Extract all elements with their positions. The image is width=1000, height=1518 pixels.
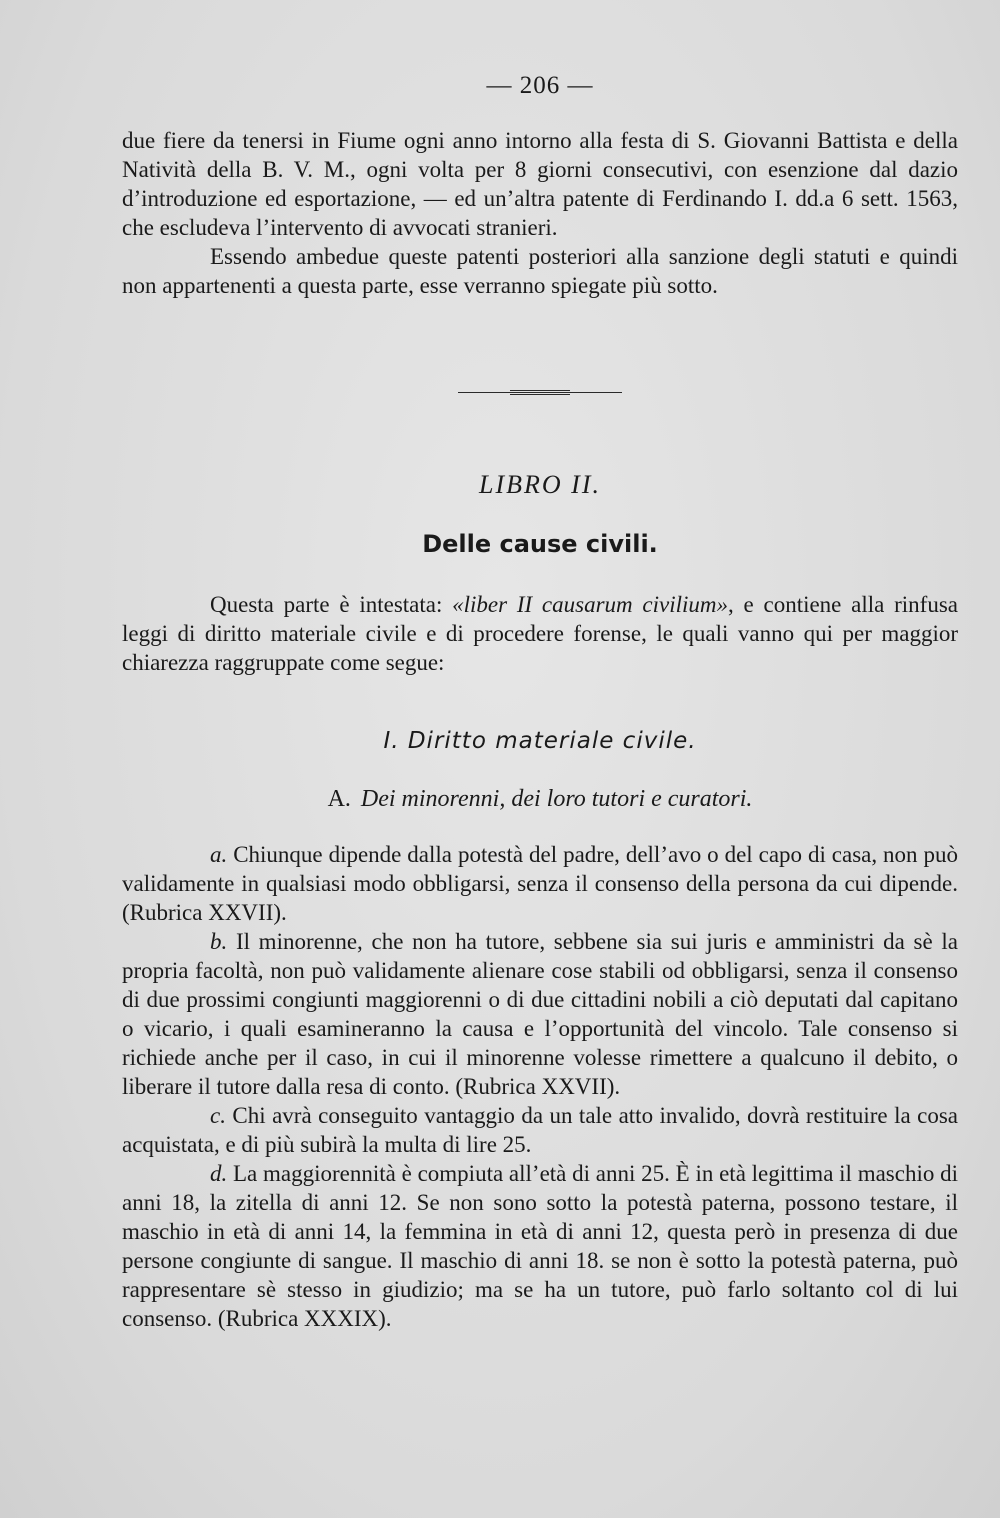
book-intro-after: , e contiene alla rinfusa leggi di diritto materiale civile e di procedere forense, le quali vanno qui per maggior chiarezza raggruppate come segue:	[122, 592, 958, 675]
item-text: Chiunque dipende dalla potestà del padre, dell’avo o del capo di casa, non può validamente in qualsiasi modo obbligarsi, senza il consenso della persona da cui dipende. (Rubrica XXVII).	[122, 842, 958, 925]
item-letter: c.	[210, 1103, 226, 1128]
item-paragraph-c	[122, 1101, 958, 1159]
intro-paragraph-2: Essendo ambedue queste patenti posteriori alla sanzione degli statuti e quindi non appartenenti a questa parte, esse verranno spiegate più sotto.	[122, 244, 958, 298]
part-title: I. Diritto materiale civile.	[383, 728, 697, 754]
item-letter: d.	[210, 1161, 228, 1186]
subsection-letter: A.	[327, 786, 351, 812]
book-intro-block	[122, 590, 958, 677]
item-paragraph-d	[122, 1159, 958, 1333]
book-title: LIBRO II.	[479, 470, 601, 499]
item-paragraph-b	[122, 927, 958, 1101]
book-intro-before: Questa parte è intestata:	[210, 592, 453, 617]
item-text: La maggiorennità è compiuta all’età di anni 25. È in età legittima il maschio di anni 18, la zitella di anni 12. Se non sono sotto la potestà paterna, possono testare, il maschio in età di anni 14, la femmina in età di anni 12, questa però in presenza di due persone congiunte di sangue. Il maschio di anni 18. se non è sotto la potestà paterna, può rappresentare sè stesso in giudizio; ma se ha un tutore, può farlo soltanto col di lui consenso. (Rubrica XXXIX).	[122, 1161, 958, 1331]
book-intro-paragraph	[122, 590, 958, 677]
divider-ornament-bottom	[510, 394, 570, 395]
intro-block	[122, 126, 958, 300]
book-intro-latin: «liber II causarum civilium»	[452, 592, 728, 617]
subsection-name: Dei minorenni, dei loro tutori e curatori.	[360, 786, 753, 812]
section-title: Delle cause civili.	[422, 530, 658, 558]
item-paragraph-a	[122, 840, 958, 927]
intro-paragraph-1: due fiere da tenersi in Fiume ogni anno intorno alla festa di S. Giovanni Battista e della Natività della B. V. M., ogni volta per 8 giorni consecutivi, con esenzione dal dazio d’introduzione ed esportazione, — ed un’altra patente di Ferdinando I. dd.a 6 sett. 1563, che escludeva l’intervento di avvocati stranieri.	[122, 128, 958, 240]
item-text: Il minorenne, che non ha tutore, sebbene sia sui juris e amministri da sè la propria facoltà, non può validamente alienare cose stabili od obbligarsi, senza il consenso di due prossimi congiunti maggiorenni o di due cittadini nobili a ciò deputati dal capitano o vicario, i quali esamineranno la causa e l’opportunità del vincolo. Tale consenso si richiede anche per il caso, in cui il minorenne volesse rimettere a qualcuno il debito, o liberare il tutore dalla resa di conto. (Rubrica XXVII).	[122, 929, 958, 1099]
item-letter: a.	[210, 842, 228, 867]
page-number: — 206 —	[486, 72, 594, 99]
divider-ornament-top	[510, 390, 570, 391]
section-divider	[458, 386, 622, 400]
divider-line	[458, 392, 622, 393]
subsection-title	[0, 786, 1000, 813]
item-letter: b.	[210, 929, 228, 954]
items-block	[122, 840, 958, 1333]
item-text: Chi avrà conseguito vantaggio da un tale atto invalido, dovrà restituire la cosa acquistata, e di più subirà la multa di lire 25.	[122, 1103, 958, 1157]
